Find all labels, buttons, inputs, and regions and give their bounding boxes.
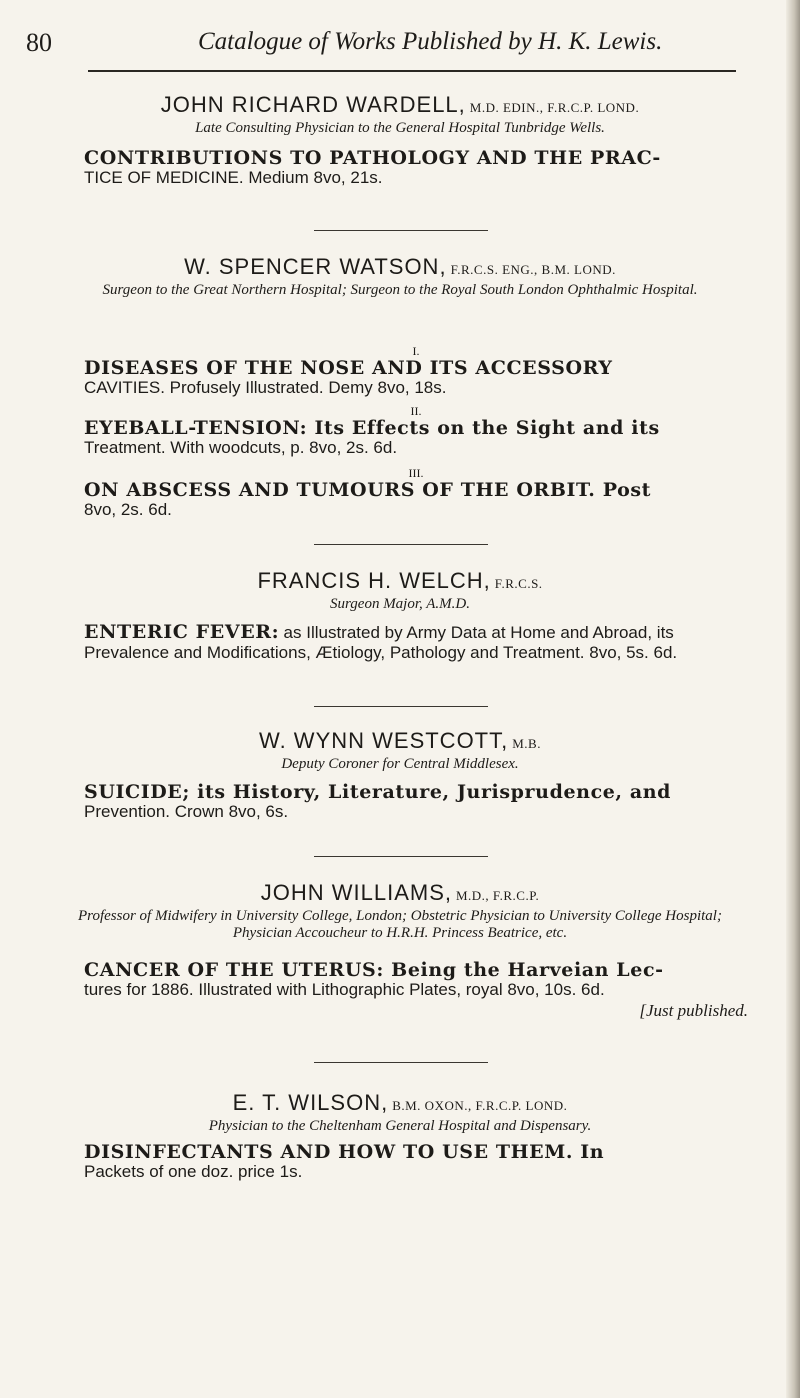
- section-divider: [314, 706, 488, 707]
- work-numeral: II.: [410, 404, 422, 418]
- work-title: CANCER OF THE UTERUS: Being the Harveian Lec-: [84, 959, 664, 981]
- section-divider: [314, 544, 488, 545]
- author-credentials: M.D. EDIN., F.R.C.P. LOND.: [469, 100, 640, 115]
- author-block-wilson: [55, 1090, 745, 1135]
- author-name: JOHN RICHARD WARDELL,: [160, 92, 466, 117]
- work-entry: [84, 782, 748, 822]
- running-title: Catalogue of Works Published by H. K. Lewis.: [198, 28, 663, 55]
- author-name: FRANCIS H. WELCH,: [257, 568, 491, 593]
- work-entry: [84, 960, 748, 1021]
- work-entry: [84, 1142, 748, 1182]
- page-number: 80: [26, 28, 52, 57]
- section-divider: [314, 856, 488, 857]
- work-title: SUICIDE; its History, Literature, Jurisprudence, and: [84, 781, 672, 803]
- author-role: Surgeon Major, A.M.D.: [330, 596, 470, 612]
- work-details: 8vo, 2s. 6d.: [84, 500, 172, 519]
- author-block-westcott: [55, 728, 745, 773]
- author-credentials: B.M. OXON., F.R.C.P. LOND.: [392, 1098, 568, 1113]
- work-numeral: I.: [412, 344, 420, 358]
- work-entry: [84, 358, 748, 398]
- work-title: DISINFECTANTS AND HOW TO USE THEM. In: [84, 1141, 605, 1163]
- header-rule: [88, 70, 736, 72]
- author-credentials: M.B.: [512, 736, 541, 751]
- publication-note: [Just published.: [639, 1001, 748, 1020]
- section-divider: [314, 1062, 488, 1063]
- author-block-wardell: [55, 92, 745, 137]
- work-details: TICE OF MEDICINE. Medium 8vo, 21s.: [84, 168, 383, 187]
- author-name: E. T. WILSON,: [232, 1090, 389, 1115]
- work-entry: [84, 622, 748, 663]
- author-credentials: F.R.C.S. ENG., B.M. LOND.: [450, 262, 616, 277]
- author-role: Deputy Coroner for Central Middlesex.: [281, 756, 519, 772]
- work-title: EYEBALL-TENSION: Its Effects on the Sight and its: [84, 417, 660, 439]
- author-credentials: F.R.C.S.: [494, 576, 543, 591]
- author-name: W. SPENCER WATSON,: [184, 254, 447, 279]
- work-title: CONTRIBUTIONS TO PATHOLOGY AND THE PRAC-: [84, 147, 661, 169]
- work-title: ENTERIC FEVER:: [84, 621, 280, 643]
- work-title: DISEASES OF THE NOSE AND ITS ACCESSORY: [84, 357, 613, 379]
- author-credentials: M.D., F.R.C.P.: [455, 888, 540, 903]
- author-role: Physician to the Cheltenham General Hospital and Dispensary.: [208, 1118, 592, 1134]
- author-name: W. WYNN WESTCOTT,: [259, 728, 509, 753]
- author-role: Late Consulting Physician to the General Hospital Tunbridge Wells.: [195, 120, 605, 136]
- work-details: Packets of one doz. price 1s.: [84, 1162, 303, 1181]
- page-edge-shadow: [786, 0, 800, 1398]
- author-block-watson: [55, 254, 745, 299]
- author-name: JOHN WILLIAMS,: [260, 880, 452, 905]
- author-block-williams: [55, 880, 745, 942]
- work-details: tures for 1886. Illustrated with Lithographic Plates, royal 8vo, 10s. 6d.: [84, 980, 605, 999]
- work-numeral: III.: [408, 466, 424, 480]
- work-details: Prevention. Crown 8vo, 6s.: [84, 802, 289, 821]
- author-role: Surgeon to the Great Northern Hospital; Surgeon to the Royal South London Ophthalmic Hospital.: [102, 282, 698, 298]
- author-block-welch: [55, 568, 745, 613]
- work-entry: [84, 480, 748, 520]
- running-head: [26, 28, 746, 62]
- work-details: Treatment. With woodcuts, p. 8vo, 2s. 6d.: [84, 438, 398, 457]
- author-role: Professor of Midwifery in University College, London; Obstetric Physician to University College Hospital; Physician Accoucheur to H.R.H. Princess Beatrice, etc.: [78, 908, 722, 941]
- work-entry: [84, 418, 748, 458]
- work-title: ON ABSCESS AND TUMOURS OF THE ORBIT. Post: [84, 479, 652, 501]
- work-entry: [84, 148, 748, 188]
- work-details: as Illustrated by Army Data at Home and Abroad, its Prevalence and Modifications, Ætiology, Pathology and Treatment. 8vo, 5s. 6d.: [84, 623, 678, 662]
- section-divider: [314, 230, 488, 231]
- work-details: CAVITIES. Profusely Illustrated. Demy 8vo, 18s.: [84, 378, 447, 397]
